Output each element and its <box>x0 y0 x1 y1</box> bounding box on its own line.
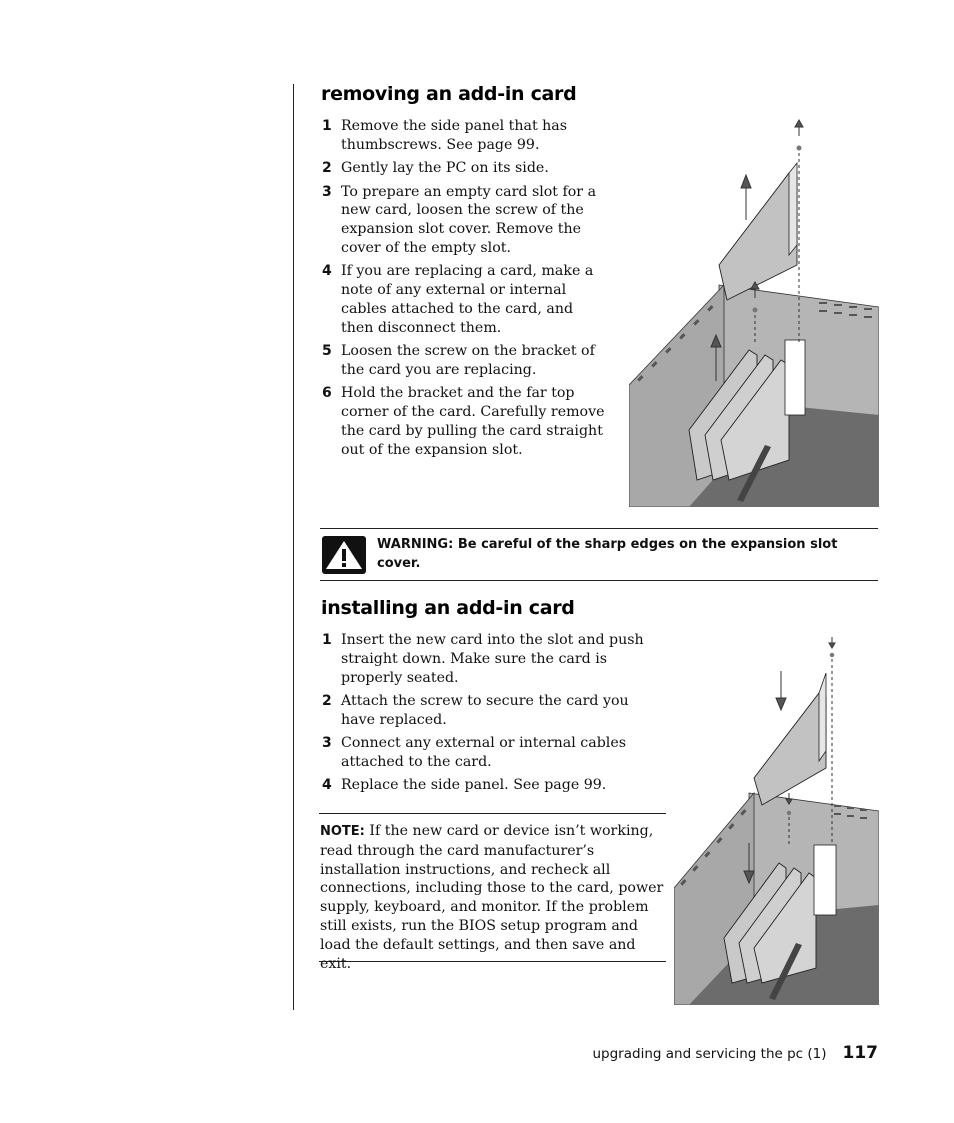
note-text: NOTE: If the new card or device isn’t working, read through the card manufacturer’s installation instructions, and recheck all connections, including those to the card, power supply, keyboard, and monitor. If the problem still exists, run the BIOS setup program and load the default settings, and then save and exit. <box>320 823 664 972</box>
warning-text: WARNING: Be careful of the sharp edges on the expansion slot cover. <box>377 537 838 571</box>
list-item: 3 Connect any external or internal cables attached to the card. <box>322 735 626 770</box>
list-item: 5 Loosen the screw on the bracket of the card you are replacing. <box>322 343 595 378</box>
list-item: 4 If you are replacing a card, make a note of any external or internal cables attached to the card, and then disconnect them. <box>322 263 594 336</box>
heading-removing: removing an add-in card <box>321 83 577 105</box>
install-card-illustration <box>674 633 879 1005</box>
list-item: 6 Hold the bracket and the far top corner of the card. Carefully remove the card by pulling the card straight out of the expansion slot. <box>322 385 605 458</box>
warning-callout <box>320 528 878 581</box>
list-item: 2 Gently lay the PC on its side. <box>322 160 549 177</box>
warning-icon <box>322 536 366 574</box>
chapter-title: upgrading and servicing the pc (1) <box>592 1046 827 1062</box>
remove-card-illustration <box>629 115 879 507</box>
list-item: 1 Remove the side panel that has thumbscrews. See page 99. <box>322 118 568 153</box>
installing-steps-list <box>322 631 662 800</box>
page-footer <box>592 1043 878 1063</box>
heading-installing: installing an add-in card <box>321 597 575 619</box>
margin-rule <box>293 84 294 1010</box>
list-item: 3 To prepare an empty card slot for a new card, loosen the screw of the expansion slot cover. Remove the cover of the empty slot. <box>322 183 597 256</box>
page-number: 117 <box>842 1043 878 1063</box>
note-callout <box>319 813 666 972</box>
list-item: 2 Attach the screw to secure the card you have replaced. <box>322 692 629 728</box>
list-item: 4 Replace the side panel. See page 99. <box>322 777 607 794</box>
removing-steps-list <box>322 117 607 464</box>
list-item: 1 Insert the new card into the slot and push straight down. Make sure the card is properly seated. <box>322 632 644 686</box>
